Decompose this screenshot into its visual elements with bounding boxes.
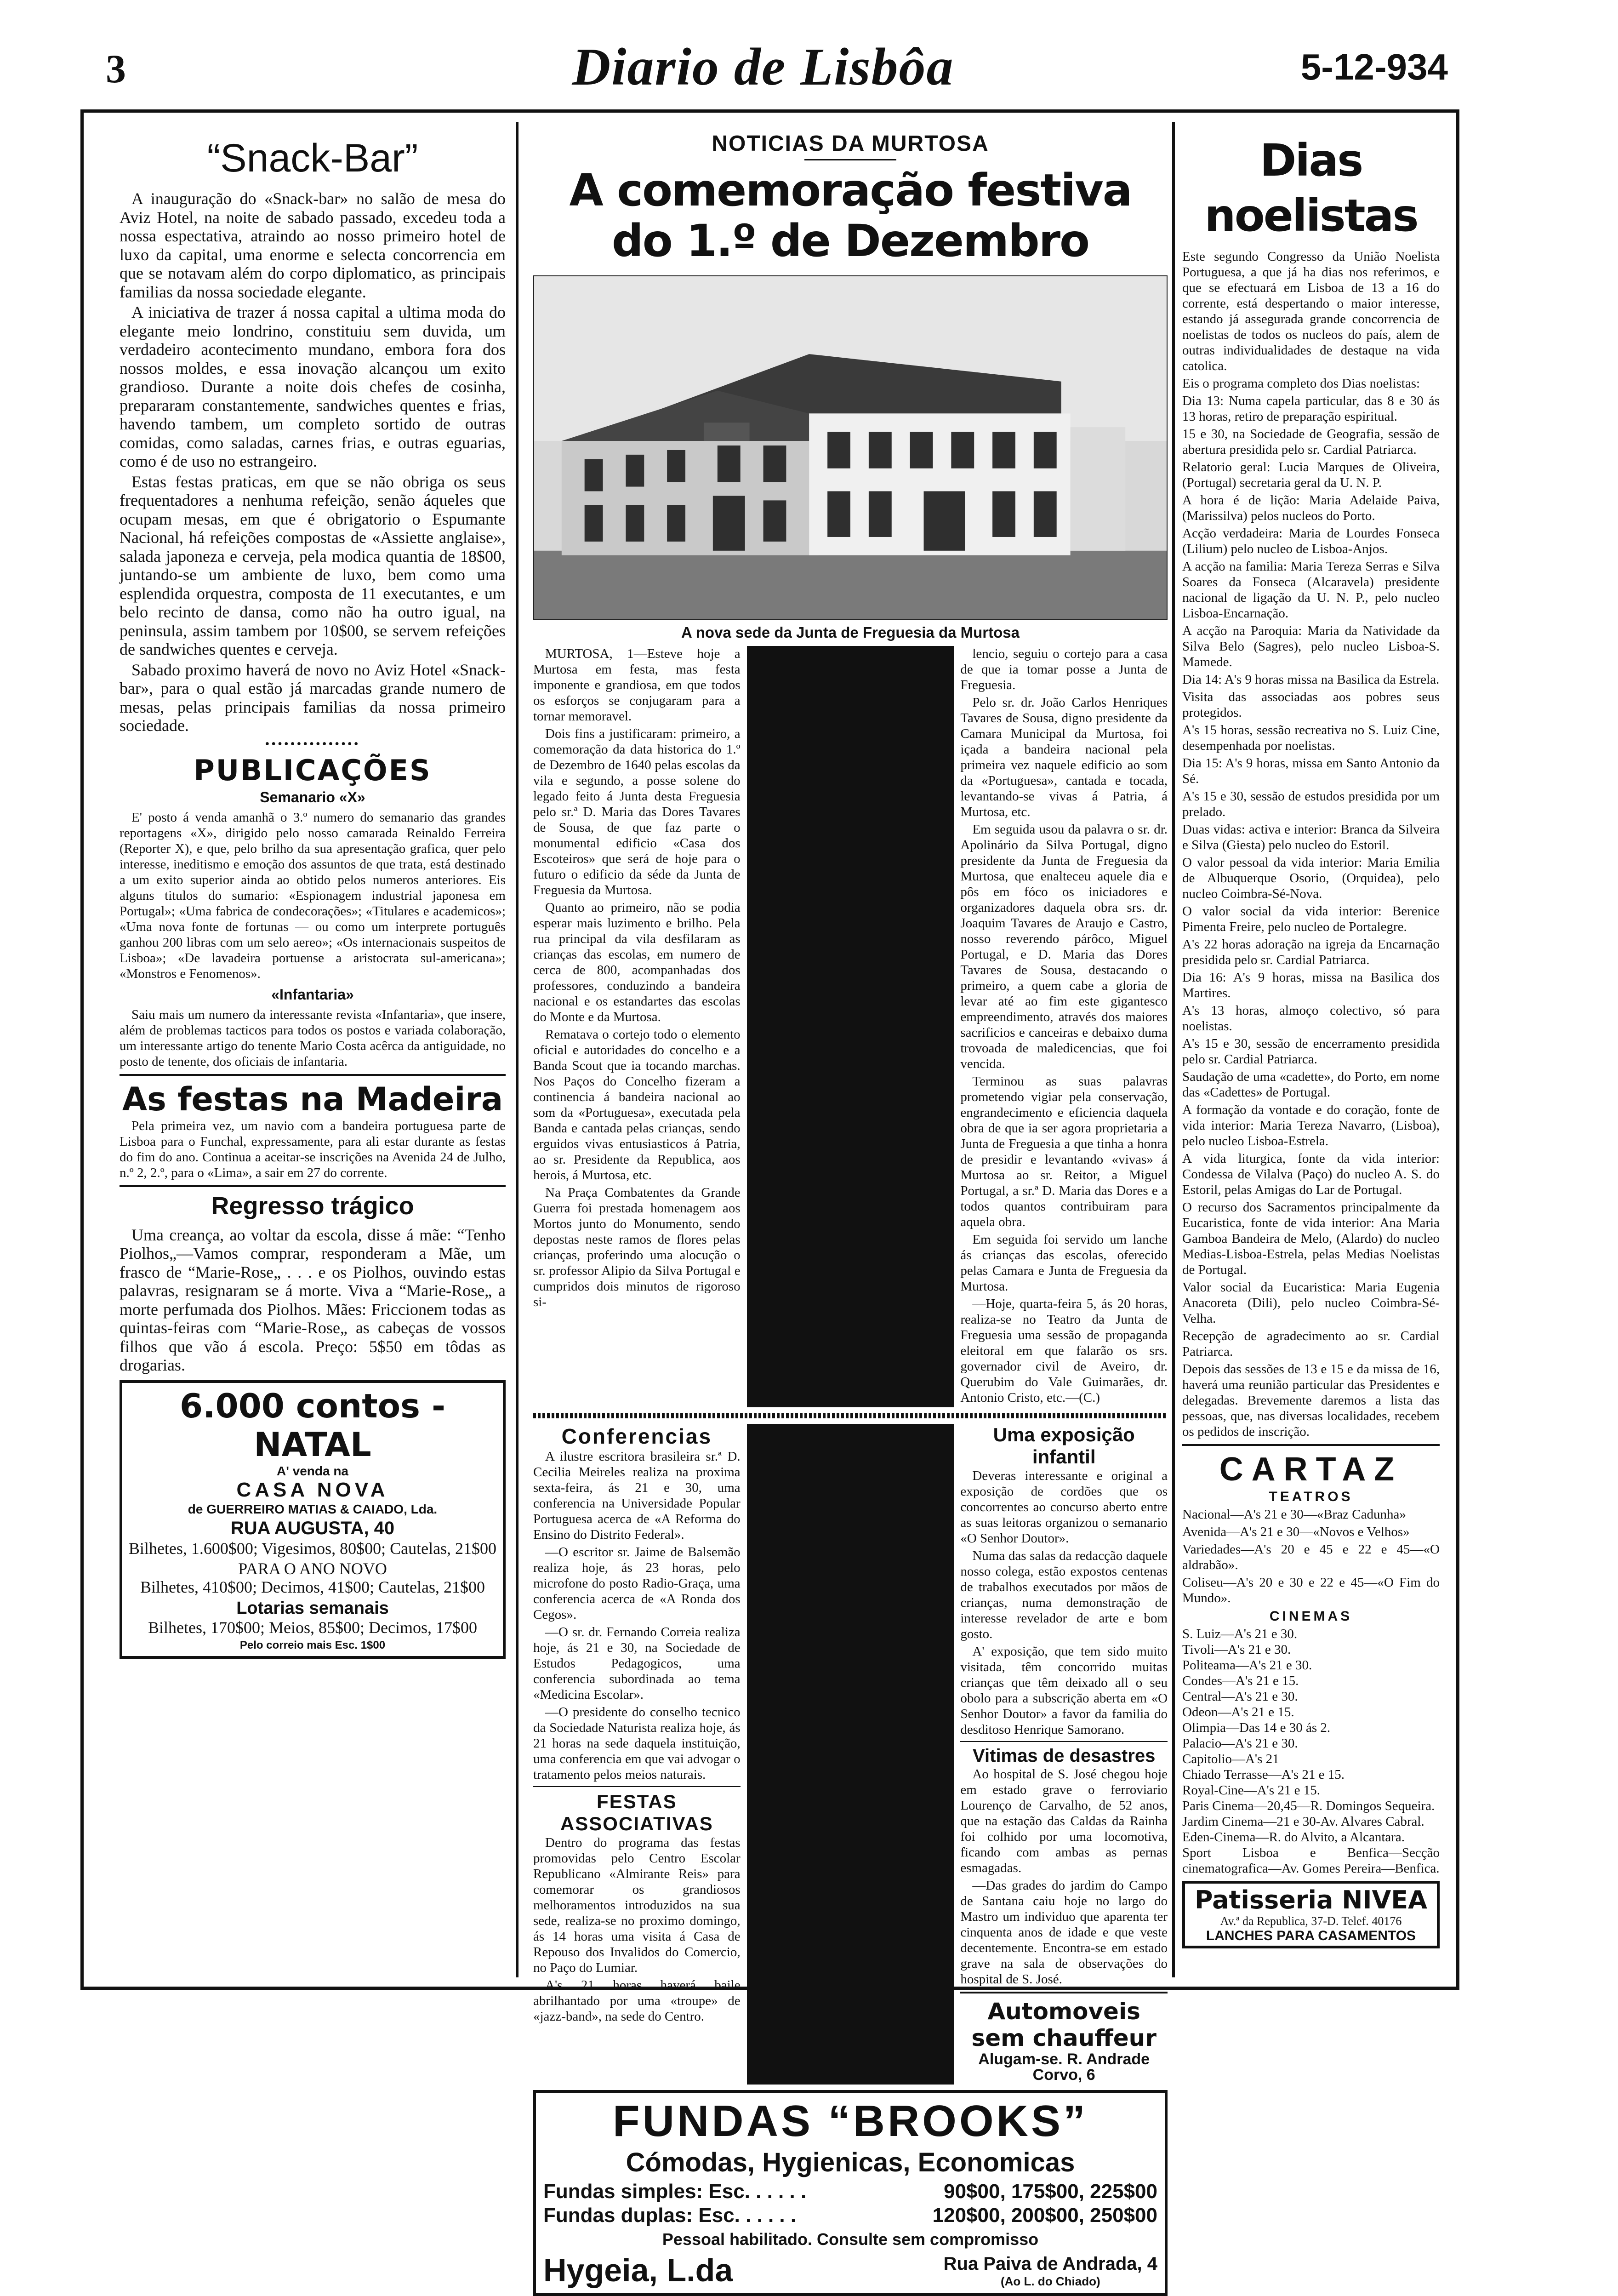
page-frame <box>80 109 1459 2288</box>
ad-subtitle: Cómodas, Hygienicas, Economicas <box>626 2148 1075 2177</box>
column-rule <box>516 122 518 1977</box>
section-title: FESTAS ASSOCIATIVAS <box>560 1791 713 1834</box>
ad-line: Bilhetes, 410$00; Decimos, 41$00; Cautelas, 21$00 <box>140 1577 485 1596</box>
paragraph: Relatorio geral: Lucia Marques de Oliveira, (Portugal) secretaria geral da U. N. P. <box>1182 460 1440 490</box>
article-title: As festas na Madeira <box>122 1080 503 1118</box>
paragraph: A's 22 horas adoração na igreja da Encarnação presidida pelo sr. Cardial Patriarca. <box>1182 937 1440 967</box>
firm-address-block <box>944 2254 1157 2289</box>
paragraph: Dois fins a justificaram: primeiro, a comemoração da data historica do 1.º de Dezembro de 1640 pelas escolas da vila e segundo, a posse solene do legado feito á Junta desta Freguesia pelo sr.ª D. Maria das Dores Tavares de Sousa, de que faz parte o monumental edificio «Casa dos Escoteiros» que será de hoje para o futuro o edificio da séde da Junta de Freguesia da Murtosa. <box>533 726 741 897</box>
listing-item: Coliseu—A's 20 e 30 e 22 e 45—«O Fim do Mundo». <box>1182 1575 1440 1605</box>
listing-item: Capitolio—A's 21 <box>1182 1752 1279 1766</box>
paragraph: Dia 15: A's 9 horas, missa em Santo Antonio da Sé. <box>1182 756 1440 786</box>
paragraph: A's 15 horas, sessão recreativa no S. Luiz Cine, desempenhada por noelistas. <box>1182 723 1440 753</box>
ad-line: PARA O ANO NOVO <box>238 1559 387 1578</box>
ad-title: Automoveis sem chauffeur <box>971 1998 1157 2051</box>
patisseria-ad <box>1182 1881 1440 1948</box>
cartaz-listing <box>1182 1451 1440 1876</box>
paragraph: Em seguida usou da palavra o sr. dr. Apolinário da Silva Portugal, digno presidente da Junta de Freguesia da Murtosa, que enalteceu aquele dia e pôs em fóco os iniciadores e organizadores daquela obra srs. dr. Joaquim Tavares de Araujo e Castro, nosso reverendo párôco, Miguel Portugal, e D. Maria das Dores Tavares de Sousa, destacando o primeiro, a quem cabe a gloria de levar até ao fim este gigantesco empreendimento, através dos maiores sacrificios e canceiras e debaixo duma trovoada de maledicencias, que foi vencida. <box>960 822 1168 1071</box>
paragraph: MURTOSA, 1—Esteve hoje a Murtosa em festa, mas festa imponente e grandiosa, em que todos os esforços se conjugaram para a tornar memoravel. <box>533 646 741 724</box>
paragraph: Ao hospital de S. José chegou hoje em estado grave o ferroviario Lourenço de Carvalho, de 52 anos, que na estação das Caldas da Rainha foi colhido por uma locomotiva, ficando com ambas as pernas esmagadas. <box>960 1767 1168 1875</box>
paragraph: Dia 14: A's 9 horas missa na Basilica da Estrela. <box>1182 672 1440 687</box>
paragraph: Uma creança, ao voltar da escola, disse á mãe: “Tenho Piolhos„—Vamos comprar, responderam a Mãe, um frasco de “Marie-Rose„ . . . e os Piolhos, ouvindo estas palavras, resignaram se á morte. Viva a “Marie-Rose„ a morte perfumada dos Piolhos. Mães: Friccionem todas as quintas-feiras com “Marie-Rose„ as cabeças de vossos filhos que vão á escola. Preço: 5$50 em tôdas as drogarias. <box>120 1225 506 1374</box>
paragraph: A's 15 e 30, sessão de estudos presidida por um prelado. <box>1182 789 1440 819</box>
shop-name: CASA NOVA <box>236 1478 389 1501</box>
column-rule <box>747 1424 954 2085</box>
subheading: «Infantaria» <box>271 986 354 1003</box>
murtosa-article-body <box>533 646 1168 1407</box>
building-photo-image <box>534 276 1167 619</box>
divider <box>960 1741 1168 1742</box>
paragraph: —O escritor sr. Jaime de Balsemão realiza hoje, ás 23 horas, pelo microfone do posto Radio-Graça, uma conferencia acerca de «A Ronda dos Cegos». <box>533 1545 741 1622</box>
section-title: Uma exposição infantil <box>993 1424 1135 1468</box>
paragraph: A's 21 horas haverá baile abrilhantado por uma «troupe» de «jazz-band», na sede do Centro. <box>533 1978 741 2024</box>
publicacoes-article <box>120 754 506 1069</box>
building-photo <box>533 275 1168 620</box>
firm-name: Hygeia, L.da <box>543 2252 733 2288</box>
ad-line: Av.ª da Republica, 37-D. Telef. 40176 <box>1220 1914 1402 1928</box>
paragraph: Deveras interessante e original a exposição de cordões que os concorrentes ao concurso aberto entre as suas leitoras organizou o semanario «O Senhor Doutor». <box>960 1468 1168 1546</box>
firm-address-note: (Ao L. do Chiado) <box>1001 2274 1100 2288</box>
regresso-article <box>120 1192 506 1375</box>
paragraph: A acção na Paroquia: Maria da Natividade da Silva Belo (Sagres), pelo nucleo Lisboa-S. Mamede. <box>1182 623 1440 669</box>
paragraph: Saudação de uma «cadette», do Porto, em nome das «Cadettes» de Portugal. <box>1182 1069 1440 1100</box>
section-title: Vitimas de desastres <box>973 1746 1156 1766</box>
section-title: PUBLICAÇÕES <box>194 753 432 787</box>
listing-item: Eden-Cinema—R. do Alvito, a Alcantara. <box>1182 1830 1405 1845</box>
ornament-divider <box>533 1413 1168 1418</box>
column-rule <box>747 646 954 1407</box>
paragraph: Saiu mais um numero da interessante revista «Infantaria», que insere, além de problemas tacticos para todos os postos e variada colaboração, um interessante artigo do tenente Mario Costa acêrca da antiguidade, no posto de tenente, dos oficiais de infantaria. <box>120 1007 506 1069</box>
paragraph: Rematava o cortejo todo o elemento oficial e autoridades do concelho e a Banda Scout que ia tocando marchas. Nos Paços do Concelho fizeram a continencia á bandeira nacional ao som da «Portuguesa», executada pela Banda e cantada pelas crianças, sendo erguidos vivas entusiasticos á Patria, ao sr. Presidente da Republica, aos herois, á Murtosa, etc. <box>533 1027 741 1182</box>
paragraph: Numa das salas da redacção daquele nosso colega, estão expostos centenas de trabalhos executados por mãos de crianças, numa demonstração de interesse revelador de arte e bom gosto. <box>960 1548 1168 1641</box>
ad-footer <box>543 2252 1157 2289</box>
price-row <box>543 2204 1157 2227</box>
paragraph: O recurso dos Sacramentos principalmente da Eucaristica, fonte de vida interior: Ana Maria Gamboa Bandeira de Melo, (Alardo) do nucleo Medias-Lisboa-Estrela, pelas Medias Noelistas de Portugal. <box>1182 1200 1440 1277</box>
paragraph: Pela primeira vez, um navio com a bandeira portuguesa parte de Lisboa para o Funchal, expressamente, para ali estar durante as festas do fim do ano. Continua a aceitar-se inscrições na Avenida 24 de Julho, n.º 2, 2.º, para o «Lima», a sair em 27 do corrente. <box>120 1118 506 1180</box>
section-kicker: NOTICIAS DA MURTOSA <box>712 131 989 156</box>
divider <box>1182 1444 1440 1446</box>
paragraph: Sabado proximo haverá de novo no Aviz Hotel «Snack-bar», para o qual estão já marcadas grande numero de mesas, pelas principais familias da nossa primeiro sociedade. <box>120 660 506 735</box>
listing-item: Jardim Cinema—21 e 30-Av. Alvares Cabral. <box>1182 1814 1424 1829</box>
listing-item: Paris Cinema—20,45—R. Domingos Sequeira. <box>1182 1799 1435 1813</box>
ornament-divider: ••••••••••••••• <box>265 737 360 751</box>
paragraph: Dia 16: A's 9 horas, missa na Basilica dos Martires. <box>1182 970 1440 1000</box>
ad-line: Bilhetes, 170$00; Meios, 85$00; Decimos, 17$00 <box>148 1618 477 1637</box>
paragraph: A vida liturgica, fonte da vida interior: Condessa de Vilalva (Paço) do nucleo A. S. do Estoril, pelas Amigas do Lar de Portugal. <box>1182 1151 1440 1197</box>
firm-address: Rua Paiva de Andrada, 4 <box>943 2253 1157 2274</box>
short-news-area <box>533 1424 1168 2085</box>
page-number: 3 <box>106 47 126 91</box>
divider <box>120 1185 506 1187</box>
paragraph: Pelo sr. dr. João Carlos Henriques Tavares de Sousa, digno presidente da Camara Municipal da Murtosa, foi içada a bandeira nacional pela primeira vez naquele edificio ao som da «Portuguesa», cantada e tocada, levantando-se vivas á Patria, á Murtosa, etc. <box>960 695 1168 819</box>
listing-item: Royal-Cine—A's 21 e 15. <box>1182 1783 1321 1798</box>
listing-item: Tivoli—A's 21 e 30. <box>1182 1642 1291 1657</box>
divider <box>533 1786 741 1787</box>
paragraph: Valor social da Eucaristica: Maria Eugenia Anacoreta (Dili), pelo nucleo Coimbra-Sé-Velha. <box>1182 1280 1440 1326</box>
paragraph: Visita das associadas aos pobres seus protegidos. <box>1182 690 1440 720</box>
listing-item: Nacional—A's 21 e 30—«Braz Cadunha» <box>1182 1507 1406 1522</box>
paragraph: Este segundo Congresso da União Noelista Portuguesa, a que já ha dias nos referimos, e que se efectuará em Lisboa de 13 a 16 do corrente, está despertando o maior interesse, estando já assegurada grande concorrencia de noelistas de todos os nucleos do país, alem de outras individualidades de destaque na vida catolica. <box>1182 249 1440 373</box>
listing-item: Avenida—A's 21 e 30—«Novos e Velhos» <box>1182 1525 1410 1539</box>
ad-line: Pessoal habilitado. Consulte sem compromisso <box>662 2230 1039 2249</box>
issue-date: 5-12-934 <box>1300 46 1448 87</box>
ad-line: de GUERREIRO MATIAS & CAIADO, Lda. <box>188 1502 438 1516</box>
newspaper-title: Diario de Lisbôa <box>572 38 954 97</box>
paragraph: Duas vidas: activa e interior: Branca da Silveira e Silva (Giesta) pelo nucleo do Estoril. <box>1182 822 1440 852</box>
paragraph: Quanto ao primeiro, não se podia esperar mais luzimento e brilho. Pela rua principal da vila desfilaram as crianças das escolas, em numero de cerca de 800, acompanhadas dos professores, conduzindo a bandeira nacional e os estandartes das escolas do Monte e da Murtosa. <box>533 900 741 1024</box>
column-rule <box>1172 122 1175 1977</box>
ad-line: A' venda na <box>276 1463 349 1478</box>
article-title: Dias noelistas <box>1204 135 1418 241</box>
ad-line: LANCHES PARA CASAMENTOS <box>1206 1928 1416 1943</box>
listing-item: Odeon—A's 21 e 15. <box>1182 1705 1294 1719</box>
price-row <box>543 2180 1157 2204</box>
paragraph: Acção verdadeira: Maria de Lourdes Fonseca (Lilium) pelo nucleo de Lisboa-Anjos. <box>1182 526 1440 556</box>
paragraph: —Hoje, quarta-feira 5, ás 20 horas, realiza-se no Teatro da Junta de Freguesia uma sessão de propaganda eleitoral em que falarão os srs. governador civil de Aveiro, dr. Querubim do Vale Guimarães, dr. Antonio Cristo, etc.—(C.) <box>960 1296 1168 1405</box>
listing-item: Condes—A's 21 e 15. <box>1182 1673 1299 1688</box>
listing-item: Olimpia—Das 14 e 30 ás 2. <box>1182 1720 1331 1735</box>
paragraph: 15 e 30, na Sociedade de Geografia, sessão de abertura presidida pelo sr. Cardial Patriarca. <box>1182 427 1440 457</box>
divider <box>120 1074 506 1076</box>
center-column <box>533 131 1168 2296</box>
subheading: Semanario «X» <box>260 788 365 805</box>
section-title: Conferencias <box>561 1424 712 1448</box>
masthead <box>78 37 1448 106</box>
listing-item: Sport Lisboa e Benfica—Secção cinematografica—Av. Gomes Pereira—Benfica. <box>1182 1845 1440 1876</box>
paragraph: A hora é de lição: Maria Adelaide Paiva, (Marissilva) pelos nucleos do Porto. <box>1182 493 1440 523</box>
paragraph: —Das grades do jardim do Campo de Santana caiu hoje no largo do Mastro um individuo que aparenta ter cinquenta anos de idade e que veste decentemente. Encontra-se em estado grave na sala de observações do hospital de S. José. <box>960 1878 1168 1987</box>
shop-address: RUA AUGUSTA, 40 <box>230 1518 395 1538</box>
paragraph: A ilustre escritora brasileira sr.ª D. Cecilia Meireles realiza na proxima sexta-feira, ás 21 e 30, uma conferencia na Universidade Popular Portuguesa acerca de «A Reforma do Ensino do Distrito Federal». <box>533 1449 741 1542</box>
divider <box>804 159 896 160</box>
ad-title: 6.000 contos - NATAL <box>180 1386 445 1464</box>
paragraph: A acção na familia: Maria Tereza Serras e Silva Soares da Fonseca (Alcaravela) presidente nacional de ligação da U. N. P., pelo nucleo Lisboa-Encarnação. <box>1182 559 1440 621</box>
paragraph: A inauguração do «Snack-bar» no salão de mesa do Aviz Hotel, na noite de sabado passado, excedeu toda a nossa espectativa, atraindo ao nosso primeiro hotel de luxo da capital, uma enorme e selecta concorrencia em que se notavam além do corpo diplomatico, as principais familias da nossa sociedade elegante. <box>120 189 506 301</box>
paragraph: A' exposição, que tem sido muito visitada, têm concorrido muitas crianças que têm deixado all o seu obolo para a subscrição aberta em «O Senhor Doutor» a favor da familia do desditoso Henrique Samorano. <box>960 1644 1168 1737</box>
paragraph: Em seguida foi servido um lanche ás crianças das escolas, oferecido pelas Camara e Junta de Freguesia da Murtosa. <box>960 1232 1168 1294</box>
right-short-column <box>960 1424 1168 2085</box>
paragraph: Estas festas praticas, em que se não obriga os seus frequentadores a nenhuma refeição, senão áqueles que ocupam mesas, em que é obrigatorio o Espumante Nacional, há refeições compostas de «Assiette anglaise», salada japoneza e cerveja, pela modica quantia de 18$00, juntando-se um ambiente de luxo, bem como uma esplendida orquestra, composta de 11 executantes, e um belo recinto de dansa, como não ha outro igual, na peninsula, assim tambem por 10$00, se servem refeições de sandwiches quentes e cerveja. <box>120 472 506 658</box>
price-label: Fundas duplas: Esc. . . . . . <box>543 2204 797 2227</box>
price-values: 120$00, 200$00, 250$00 <box>932 2204 1157 2227</box>
natal-lottery-ad <box>120 1380 506 1659</box>
paragraph: O valor pessoal da vida interior: Maria Emilia de Albuquerque Osorio, (Orquidea), pelo nucleo Coimbra-Sé-Nova. <box>1182 855 1440 901</box>
paragraph: Dentro do programa das festas promovidas pelo Centro Escolar Republicano «Almirante Reis» para comemorar os grandiosos melhoramentos introduzidos na sua sede, realiza-se no proximo domingo, ás 14 horas uma visita á Casa de Repouso dos Invalidos do Comercio, no Paço do Lumiar. <box>533 1835 741 1975</box>
paragraph: E' posto á venda amanhã o 3.º numero do semanario das grandes reportagens «X», dirigido pelo nosso camarada Reinaldo Ferreira (Reporter X), e que, pelo brilho da sua apresentação grafica, quer pelo interesse, ineditismo e emoção dos assuntos de que trata, está destinado a um exito superior ainda ao obtido pelos numeros anteriores. Eis alguns titulos do sumario: «Espionagem industrial japonesa em Portugal»; «Uma fabrica de condecorações»; «Titulares e academicos»; «Uma nova fonte de fortunas — ou como um interprete português ganhou 200 libras com um selo aereo»; «Os internacionais suspeitos de Lisboa»; «De lavadeira portuense a aristocrata sul-americana»; «Monstros e Fenomenos». <box>120 810 506 981</box>
divider <box>960 1992 1168 1993</box>
left-column <box>120 131 506 1659</box>
paragraph: A's 13 horas, almoço colectivo, só para noelistas. <box>1182 1003 1440 1034</box>
listing-item: Variedades—A's 20 e 45 e 22 e 45—«O aldrabão». <box>1182 1542 1440 1572</box>
listing-item: Palacio—A's 21 e 30. <box>1182 1736 1298 1751</box>
paragraph: lencio, seguiu o cortejo para a casa de que ia tomar posse a Junta de Freguesia. <box>960 646 1168 692</box>
madeira-article <box>120 1080 506 1181</box>
section-title: CARTAZ <box>1219 1451 1403 1488</box>
subheading: CINEMAS <box>1269 1609 1353 1624</box>
paragraph: —O presidente do conselho tecnico da Sociedade Naturista realiza hoje, ás 21 horas na sede daquela instituição, uma conferencia em que vai advogar o tratamento pelos meios naturais. <box>533 1705 741 1782</box>
paragraph: O valor social da vida interior: Berenice Pimenta Freire, pelo nucleo de Portalegre. <box>1182 904 1440 934</box>
ad-line: Alugam-se. R. Andrade Corvo, 6 <box>978 2050 1150 2084</box>
left-short-column <box>533 1424 741 2085</box>
paragraph: A's 15 e 30, sessão de encerramento presidida pelo sr. Cardial Patriarca. <box>1182 1036 1440 1067</box>
listing-item: Chiado Terrasse—A's 21 e 15. <box>1182 1767 1345 1782</box>
article-title: “Snack-Bar” <box>207 136 418 180</box>
paragraph: Dia 13: Numa capela particular, das 8 e 30 ás 13 horas, retiro de preparação espiritual. <box>1182 394 1440 424</box>
paragraph: A iniciativa de trazer á nossa capital a ultima moda do elegante meio londrino, constituiu sem duvida, um verdadeiro acontecimento mundano, embora fora dos nossos moldes, e essa inovação alcançou um exito grandioso. Durante a noite dois chefes de cosinha, prepararam constantemente, sandwiches quentes e frias, havendo tambem, um completo sortido de outras comidas, como saladas, carnes frias, e outras eguarias, como é de uso no estrangeiro. <box>120 303 506 470</box>
paragraph: —O sr. dr. Fernando Correia realiza hoje, ás 21 e 30, na Sociedade de Estudos Pedagogicos, uma conferencia subordinada ao tema «Medicina Escolar». <box>533 1625 741 1702</box>
ad-title: FUNDAS “BROOKS” <box>612 2096 1088 2146</box>
snack-bar-article <box>120 136 506 735</box>
paragraph: Eis o programa completo dos Dias noelistas: <box>1182 376 1420 391</box>
text-column <box>960 646 1168 1407</box>
paragraph: Depois das sessões de 13 e 15 e da missa de 16, haverá uma reunião particular das Presidentes e delegadas. Brevemente daremos a lista das pessoas, que, nas diversas localidades, recebem os pedidos de inscrição. <box>1182 1362 1440 1439</box>
dias-noelistas-article <box>1182 249 1440 1439</box>
ad-title: Patisseria NIVEA <box>1195 1885 1427 1914</box>
brooks-ad <box>533 2090 1168 2296</box>
text-column <box>533 646 741 1407</box>
headline: A comemoração festiva do 1.º de Dezembro <box>569 165 1132 267</box>
paragraph: Na Praça Combatentes da Grande Guerra foi prestada homenagem aos Mortos junto do Monumento, sendo depostas neste ramos de flores pelas crianças, proferindo uma alocução o sr. professor Alipio da Silva Portugal e cumpridos dois minutos de rigoroso si- <box>533 1185 741 1309</box>
ad-line: Bilhetes, 1.600$00; Vigesimos, 80$00; Cautelas, 21$00 <box>128 1539 497 1558</box>
price-values: 90$00, 175$00, 225$00 <box>944 2180 1157 2203</box>
paragraph: Recepção de agradecimento ao sr. Cardial Patriarca. <box>1182 1329 1440 1359</box>
ad-line: Pelo correio mais Esc. 1$00 <box>239 1639 386 1651</box>
paragraph: Terminou as suas palavras prometendo vigiar pela conservação, engrandecimento e eficiencia daquela obra de que ia ser agora proprietaria a Junta de Freguesia a que tinha a honra de presidir e levantando «vivas» á Murtosa ao sr. Reitor, a Miguel Portugal, a sr.ª D. Maria das Dores e a todos quantos contribuiram para aquela obra. <box>960 1074 1168 1229</box>
price-label: Fundas simples: Esc. . . . . . <box>543 2180 807 2203</box>
paragraph: A formação da vontade e do coração, fonte de vida interior: Maria Tereza Navarro, (Lisboa), pelo nucleo Lisboa-Estrela. <box>1182 1102 1440 1148</box>
right-column <box>1182 131 1440 1948</box>
listing-item: Politeama—A's 21 e 30. <box>1182 1658 1312 1673</box>
listing-item: Central—A's 21 e 30. <box>1182 1689 1298 1704</box>
listing-item: S. Luiz—A's 21 e 30. <box>1182 1627 1298 1641</box>
article-title: Regresso trágico <box>211 1192 414 1220</box>
subheading: TEATROS <box>1269 1489 1353 1504</box>
ad-line: Lotarias semanais <box>236 1598 389 1618</box>
photo-caption: A nova sede da Junta de Freguesia da Murtosa <box>681 624 1020 641</box>
